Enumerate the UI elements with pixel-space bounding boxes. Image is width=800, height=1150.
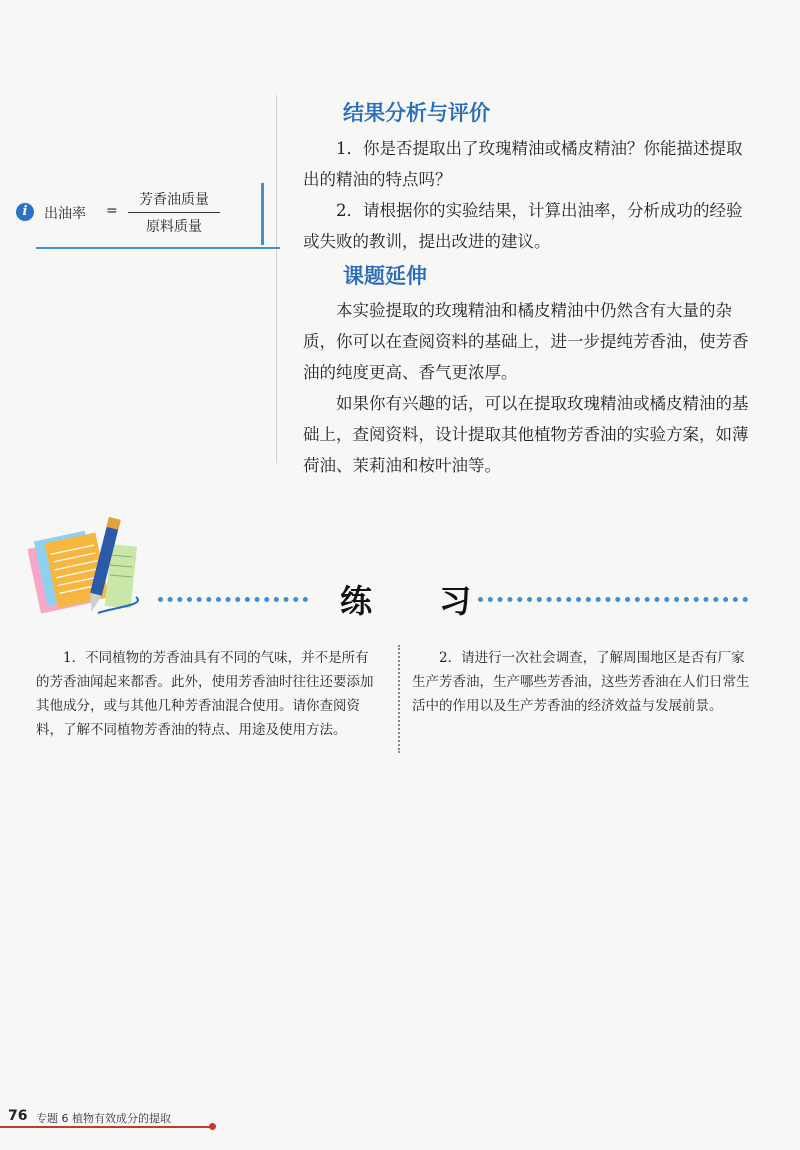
page-number: 76: [8, 1108, 28, 1124]
exercise-title: 练 习: [340, 582, 500, 620]
results-paragraph-2: 2．请根据你的实验结果，计算出油率，分析成功的经验或失败的教训，提出改进的建议。: [303, 201, 743, 251]
margin-divider: [276, 95, 277, 463]
extension-body: [303, 295, 753, 481]
formula-numerator: 芳香油质量: [139, 192, 209, 208]
banner-dots-right: [478, 597, 748, 602]
extension-heading: 课题延伸: [343, 264, 427, 288]
exercise-item-1: 1．不同植物的芳香油具有不同的气味，并不是所有的芳香油闻起来都香。此外，使用芳香油时往往还要添加其他成分，或与其他几种芳香油混合使用。请你查阅资料，了解不同植物芳香油的特点、用途及使用方法。: [36, 650, 374, 738]
pen-and-notebooks-icon: [28, 515, 168, 625]
formula-fraction: [128, 189, 220, 236]
chapter-title: 专题 6 植物有效成分的提取: [36, 1112, 171, 1125]
note-underline: [36, 247, 280, 249]
exercise-item-2: 2．请进行一次社会调查，了解周围地区是否有厂家生产芳香油，生产哪些芳香油，这些芳香油在人们日常生活中的作用以及生产芳香油的经济效益与发展前景。: [412, 650, 750, 714]
exercise-divider: [398, 645, 400, 753]
formula-denominator: 原料质量: [146, 219, 202, 235]
note-accent-bar: [261, 183, 264, 245]
extension-paragraph-1: 本实验提取的玫瑰精油和橘皮精油中仍然含有大量的杂质，你可以在查阅资料的基础上，进一步提纯芳香油，使芳香油的纯度更高、香气更浓厚。: [303, 301, 749, 382]
margin-note: [14, 183, 264, 249]
info-icon: i: [16, 203, 34, 221]
formula-equals: =: [106, 203, 118, 219]
footer-rule: [0, 1126, 212, 1128]
results-body: [303, 133, 753, 257]
banner-dots-left: [158, 597, 308, 602]
extension-paragraph-2: 如果你有兴趣的话，可以在提取玫瑰精油或橘皮精油的基础上，查阅资料，设计提取其他植物芳香油的实验方案，如薄荷油、茉莉油和桉叶油等。: [303, 394, 749, 475]
footer-rule-dot: [209, 1123, 216, 1130]
formula-label: 出油率: [44, 206, 86, 222]
results-heading: 结果分析与评价: [343, 101, 490, 125]
results-paragraph-1: 1．你是否提取出了玫瑰精油或橘皮精油？你能描述提取出的精油的特点吗？: [303, 139, 743, 189]
